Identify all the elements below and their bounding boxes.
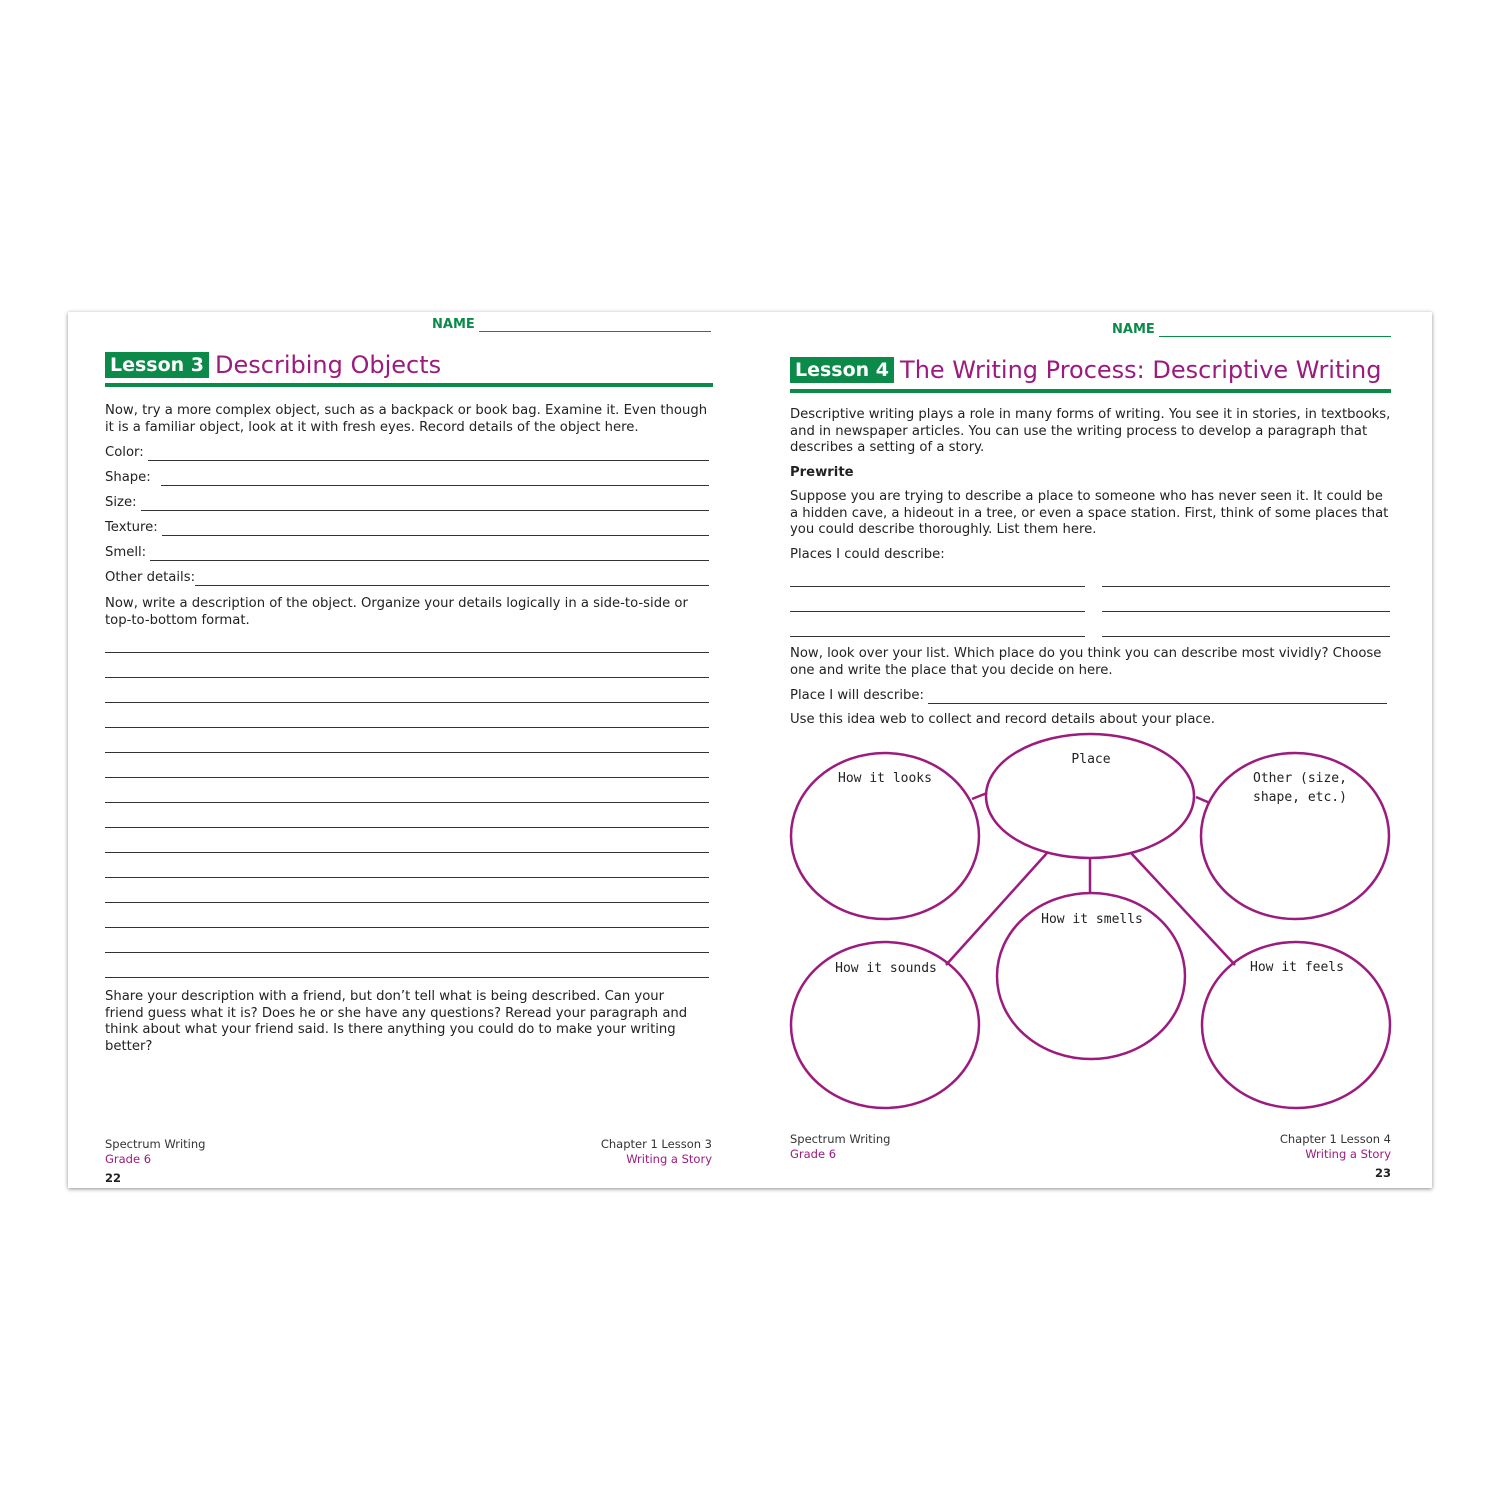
- size-field[interactable]: Size:: [105, 495, 709, 511]
- intro-paragraph: Descriptive writing plays a role in many forms of writing. You see it in stories, in textbooks, and in newspaper articles. You can use the writing process to develop a paragraph that describes a setting of a story.: [790, 407, 1391, 455]
- writing-line[interactable]: [105, 902, 709, 903]
- lesson-title: Describing Objects: [215, 351, 442, 379]
- intro-paragraph: Now, try a more complex object, such as a backpack or book bag. Examine it. Even though it is a familiar object, look at it with fresh eyes. Record details of the object here.: [105, 403, 708, 435]
- left-page: [68, 312, 750, 1188]
- places-label: Places I could describe:: [790, 547, 945, 562]
- footer-right: Chapter 1 Lesson 3 Writing a Story: [600, 1137, 712, 1166]
- connector-line: [946, 853, 1047, 965]
- web-intro: Use this idea web to collect and record details about your place.: [790, 712, 1215, 727]
- footer-left: Spectrum Writing Grade 6: [790, 1132, 891, 1161]
- heading-rule: [105, 383, 713, 387]
- page-number: 22: [105, 1171, 122, 1185]
- web-label-other-1: Other (size,: [1253, 771, 1347, 786]
- writing-line[interactable]: [105, 702, 709, 703]
- footer-left: Spectrum Writing Grade 6: [105, 1137, 206, 1166]
- name-label: NAME: [432, 317, 475, 332]
- web-label-other-2: shape, etc.): [1253, 790, 1347, 805]
- writing-line[interactable]: [105, 927, 709, 928]
- writing-line[interactable]: [105, 827, 709, 828]
- writing-line[interactable]: [105, 802, 709, 803]
- other-details-field[interactable]: Other details:: [105, 570, 709, 586]
- prewrite-paragraph: Suppose you are trying to describe a place to someone who has never seen it. It could be a hidden cave, a hideout in a tree, or even a space station. First, think of some places that you could describe thoroughly. List them here.: [790, 489, 1389, 537]
- web-label-feels: How it feels: [1250, 960, 1344, 975]
- lesson-badge: Lesson 3: [105, 352, 209, 378]
- lesson-badge: Lesson 4: [790, 357, 894, 383]
- web-label-looks: How it looks: [838, 771, 932, 786]
- writing-line[interactable]: [105, 677, 709, 678]
- smell-field[interactable]: Smell:: [105, 545, 709, 561]
- color-field[interactable]: Color:: [105, 445, 709, 461]
- place-describe-field[interactable]: Place I will describe:: [790, 688, 1387, 704]
- page-number: 23: [1374, 1166, 1391, 1180]
- right-page: [750, 312, 1432, 1188]
- footer-right: Chapter 1 Lesson 4 Writing a Story: [1279, 1132, 1391, 1161]
- name-field: [432, 318, 711, 332]
- writing-line[interactable]: [105, 977, 709, 978]
- shape-field[interactable]: Shape:: [105, 470, 709, 486]
- writing-line[interactable]: [105, 727, 709, 728]
- workbook-spread: [68, 312, 1432, 1188]
- idea-web: [750, 312, 1432, 1188]
- writing-line[interactable]: [105, 752, 709, 753]
- name-label: NAME: [1112, 322, 1155, 337]
- texture-field[interactable]: Texture:: [105, 520, 709, 536]
- lesson-heading: [105, 352, 441, 378]
- prewrite-heading: Prewrite: [790, 465, 854, 480]
- writing-line[interactable]: [105, 852, 709, 853]
- writing-line[interactable]: [105, 952, 709, 953]
- web-label-place: Place: [1071, 752, 1111, 767]
- writing-line[interactable]: [105, 652, 709, 653]
- choose-paragraph: Now, look over your list. Which place do you think you can describe most vividly? Choose one and write the place that you decide on here.: [790, 646, 1382, 678]
- writing-line[interactable]: [105, 777, 709, 778]
- web-label-smells: How it smells: [1041, 912, 1143, 927]
- write-prompt: Now, write a description of the object. Organize your details logically in a side-to-side or top-to-bottom format.: [105, 596, 688, 628]
- lesson-title: The Writing Process: Descriptive Writing: [900, 356, 1382, 384]
- name-line[interactable]: [479, 330, 711, 332]
- share-paragraph: Share your description with a friend, but don’t tell what is being described. Can your friend guess what it is? Does he or she have any questions? Reread your paragraph and think about what your friend said. Is there anything you could do to make your writing better?: [105, 989, 688, 1054]
- writing-line[interactable]: [105, 877, 709, 878]
- web-label-sounds: How it sounds: [835, 961, 937, 976]
